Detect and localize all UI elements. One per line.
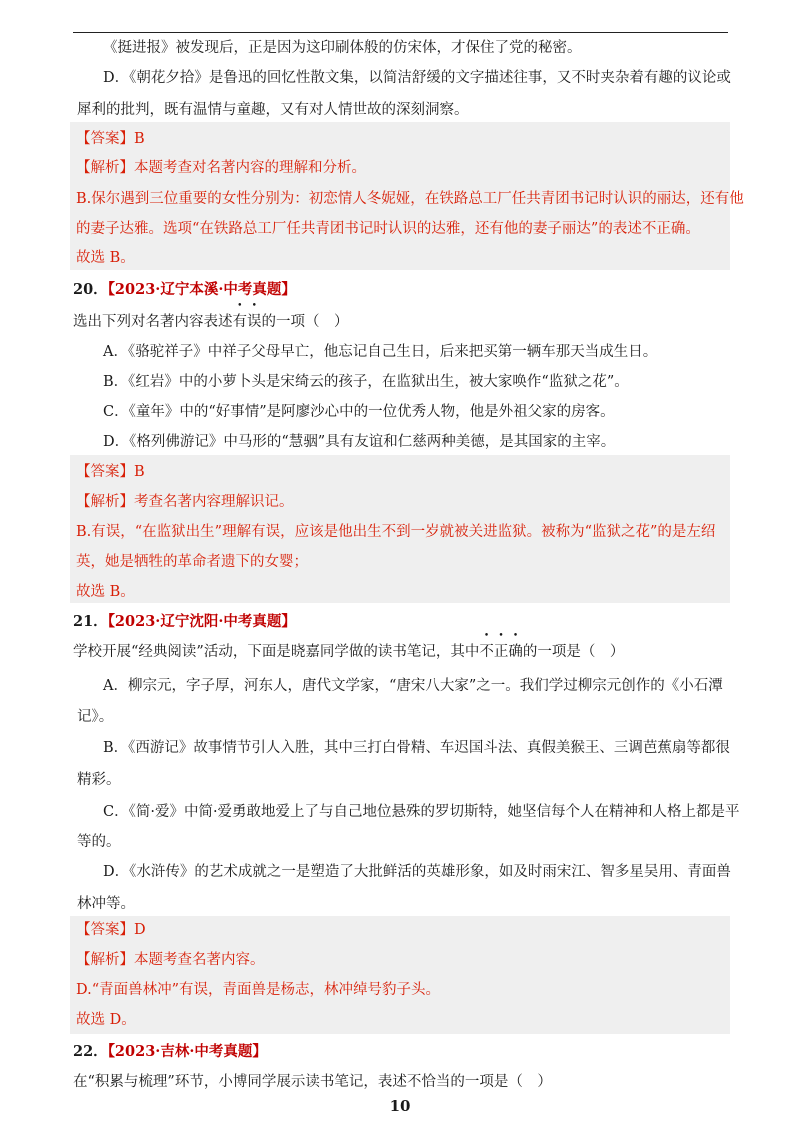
- question-number: 20．: [73, 281, 108, 298]
- question-number: 21．: [73, 613, 108, 630]
- question-header-20: [73, 281, 296, 299]
- emphasis-char: 确: [508, 644, 523, 660]
- question-source-tag: 【2023·辽宁沈阳·中考真题】: [107, 613, 296, 630]
- analysis-detail: B.有误，“在监狱出生”理解有误，应该是他出生不到一岁就被关进监狱。被称为“监狱之花”的是左绍: [76, 524, 716, 540]
- option-b: B．《红岩》中的小萝卜头是宋绮云的孩子，在监狱出生，被大家唤作“监狱之花”。: [103, 374, 629, 390]
- option-d-cont: 犀利的批判，既有温情与童趣，又有对人情世故的深刻洞察。: [77, 102, 469, 118]
- header-rule: [73, 32, 728, 33]
- option-c-cont: 等的。: [77, 834, 121, 850]
- answer-line: [76, 921, 146, 939]
- emphasis-char: 不: [479, 644, 494, 660]
- answer-value: D: [134, 922, 146, 938]
- option-d-cont: 林冲等。: [77, 896, 135, 912]
- page-number: 10: [389, 1097, 411, 1115]
- answer-box-q21: [70, 916, 730, 1034]
- option-b-cont: 精彩。: [77, 772, 121, 788]
- analysis-label: 【解析】: [76, 160, 134, 176]
- option-a-cont: 记》。: [77, 709, 114, 725]
- analysis-line: [76, 159, 366, 177]
- conclusion: 故选 D。: [76, 1012, 136, 1028]
- option-d: D．《水浒传》的艺术成就之一是塑造了大批鲜活的英雄形象，如及时雨宋江、智多星吴用、青面兽: [103, 864, 731, 880]
- answer-value: B: [134, 464, 145, 480]
- answer-label: 【答案】: [76, 131, 134, 147]
- question-source-tag: 【2023·辽宁本溪·中考真题】: [107, 281, 296, 298]
- analysis-detail: 的妻子达雅。选项“在铁路总工厂任共青团书记时认识的达雅，还有他的妻子丽达”的表述不正确。: [76, 221, 700, 237]
- option-c: C．《童年》中的“好事情”是阿廖沙心中的一位优秀人物，他是外祖父家的房客。: [103, 404, 615, 420]
- emphasis-char: 误: [247, 314, 262, 330]
- analysis-line: [76, 951, 265, 969]
- question-number: 22．: [73, 1043, 108, 1060]
- emphasis-char: 有: [232, 314, 247, 330]
- answer-line: [76, 463, 145, 481]
- conclusion: 故选 B。: [76, 584, 135, 600]
- question-header-22: [73, 1043, 267, 1061]
- option-a: A．柳宗元，字子厚，河东人，唐代文学家，“唐宋八大家”之一。我们学过柳宗元创作的《小石潭: [103, 678, 723, 694]
- analysis-detail: B.保尔遇到三位重要的女性分别为：初恋情人冬妮娅，在铁路总工厂任共青团书记时认识的丽达，还有他: [76, 191, 744, 207]
- analysis-label: 【解析】: [76, 952, 134, 968]
- answer-label: 【答案】: [76, 922, 134, 938]
- question-stem: 选出下列对名著内容表述有误的一项（ ）: [73, 314, 349, 330]
- analysis-label: 【解析】: [76, 494, 134, 510]
- answer-box-q19: [70, 122, 744, 270]
- question-stem: 在“积累与梳理”环节，小博同学展示读书笔记，表述不恰当的一项是（ ）: [73, 1074, 552, 1090]
- analysis-detail: 英，她是牺牲的革命者遗下的女婴；: [76, 554, 308, 570]
- question-stem: 学校开展“经典阅读”活动，下面是晓嘉同学做的读书笔记，其中不正确的一项是（ ）: [73, 644, 625, 660]
- option-b: B．《西游记》故事情节引人入胜，其中三打白骨精、车迟国斗法、真假美猴王、三调芭蕉扇等都很: [103, 740, 730, 756]
- analysis-text: 考查名著内容理解识记。: [134, 494, 294, 510]
- answer-line: [76, 130, 145, 148]
- option-c: C．《简·爱》中简·爱勇敢地爱上了与自己地位悬殊的罗切斯特，她坚信每个人在精神和人格上都是平: [103, 804, 740, 820]
- question-header-21: [73, 613, 296, 631]
- emphasis-char: 正: [493, 644, 509, 660]
- answer-value: B: [134, 131, 145, 147]
- question-source-tag: 【2023·吉林·中考真题】: [107, 1043, 267, 1060]
- analysis-line: [76, 493, 294, 511]
- conclusion: 故选 B。: [76, 250, 135, 266]
- option-a: A．《骆驼祥子》中祥子父母早亡，他忘记自己生日，后来把买第一辆车那天当成生日。: [103, 344, 658, 360]
- intro-line: 《挺进报》被发现后，正是因为这印刷体般的仿宋体，才保住了党的秘密。: [103, 40, 582, 56]
- analysis-text: 本题考查名著内容。: [134, 952, 265, 968]
- option-d: D．《朝花夕拾》是鲁迅的回忆性散文集，以简洁舒缓的文字描述往事，又不时夹杂着有趣的议论或: [103, 70, 731, 86]
- option-d: D．《格列佛游记》中马形的“慧骃”具有友谊和仁慈两种美德，是其国家的主宰。: [103, 434, 616, 450]
- analysis-detail: D.“青面兽林冲”有误，青面兽是杨志，林冲绰号豹子头。: [76, 982, 441, 998]
- answer-label: 【答案】: [76, 464, 134, 480]
- analysis-text: 本题考查对名著内容的理解和分析。: [134, 160, 366, 176]
- answer-box-q20: [70, 455, 730, 603]
